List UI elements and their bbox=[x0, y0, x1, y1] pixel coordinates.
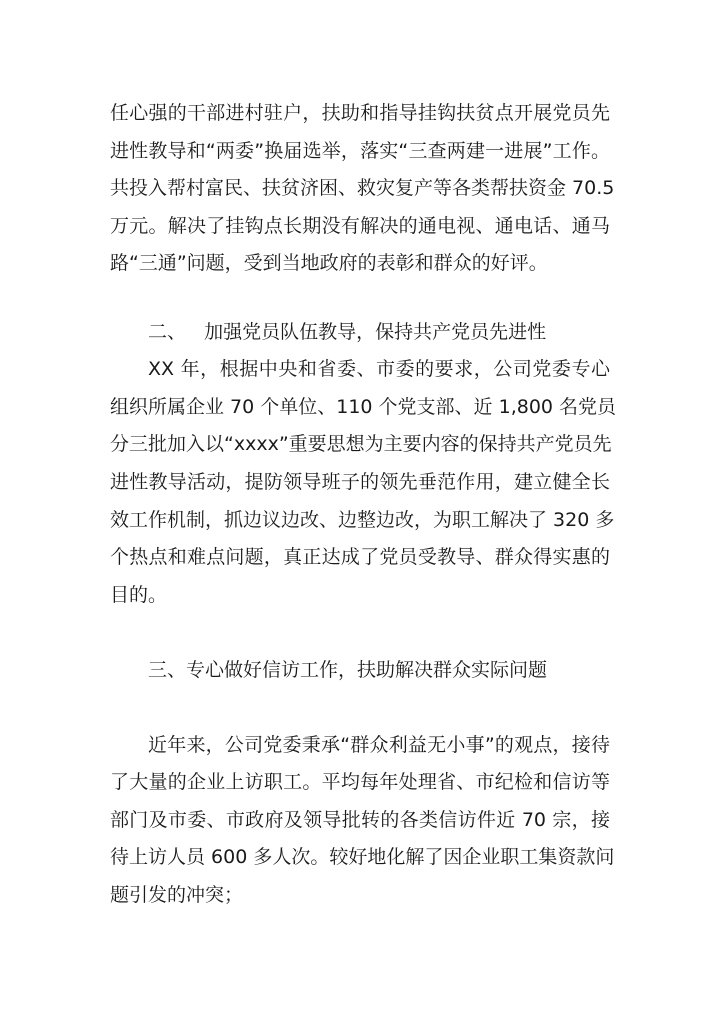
paragraph-line: 部门及市委、市政府及领导批转的各类信访件近 70 宗，接 bbox=[110, 809, 610, 831]
paragraph-line: 共投入帮村富民、扶贫济困、救灾复产等各类帮扶资金 70.5 bbox=[110, 177, 615, 199]
paragraph-line: XX 年，根据中央和省委、市委的要求，公司党委专心 bbox=[148, 358, 610, 380]
paragraph-line: 近年来，公司党委秉承“群众利益无小事”的观点，接待 bbox=[148, 734, 610, 756]
paragraph-line: 分三批加入以“xxxx”重要思想为主要内容的保持共产党员先 bbox=[110, 433, 612, 455]
paragraph-line: 目的。 bbox=[110, 584, 168, 606]
paragraph-line: 待上访人员 600 多人次。较好地化解了因企业职工集资款问 bbox=[110, 846, 615, 868]
paragraph-line: 组织所属企业 70 个单位、110 个党支部、近 1,800 名党员 bbox=[110, 396, 617, 418]
paragraph-line: 任心强的干部进村驻户，扶助和指导挂钩扶贫点开展党员先 bbox=[110, 102, 610, 124]
section-heading: 二、 加强党员队伍教导，保持共产党员先进性 bbox=[148, 321, 547, 343]
paragraph-line: 进性教导活动，提防领导班子的领先垂范作用，建立健全长 bbox=[110, 471, 610, 493]
section-heading: 三、专心做好信访工作，扶助解决群众实际问题 bbox=[148, 659, 548, 681]
paragraph-line: 了大量的企业上访职工。平均每年处理省、市纪检和信访等 bbox=[110, 771, 610, 793]
paragraph-line: 进性教导和“两委”换届选举，落实“三查两建一进展”工作。 bbox=[110, 140, 610, 162]
paragraph-line: 题引发的冲突； bbox=[110, 884, 244, 906]
paragraph-line: 效工作机制，抓边议边改、边整边改，为职工解决了 320 多 bbox=[110, 509, 615, 531]
paragraph-line: 路“三通”问题，受到当地政府的表彰和群众的好评。 bbox=[110, 252, 548, 274]
paragraph-line: 万元。解决了挂钩点长期没有解决的通电视、通电话、通马 bbox=[110, 215, 610, 237]
paragraph-line: 个热点和难点问题，真正达成了党员受教导、群众得实惠的 bbox=[110, 546, 610, 568]
